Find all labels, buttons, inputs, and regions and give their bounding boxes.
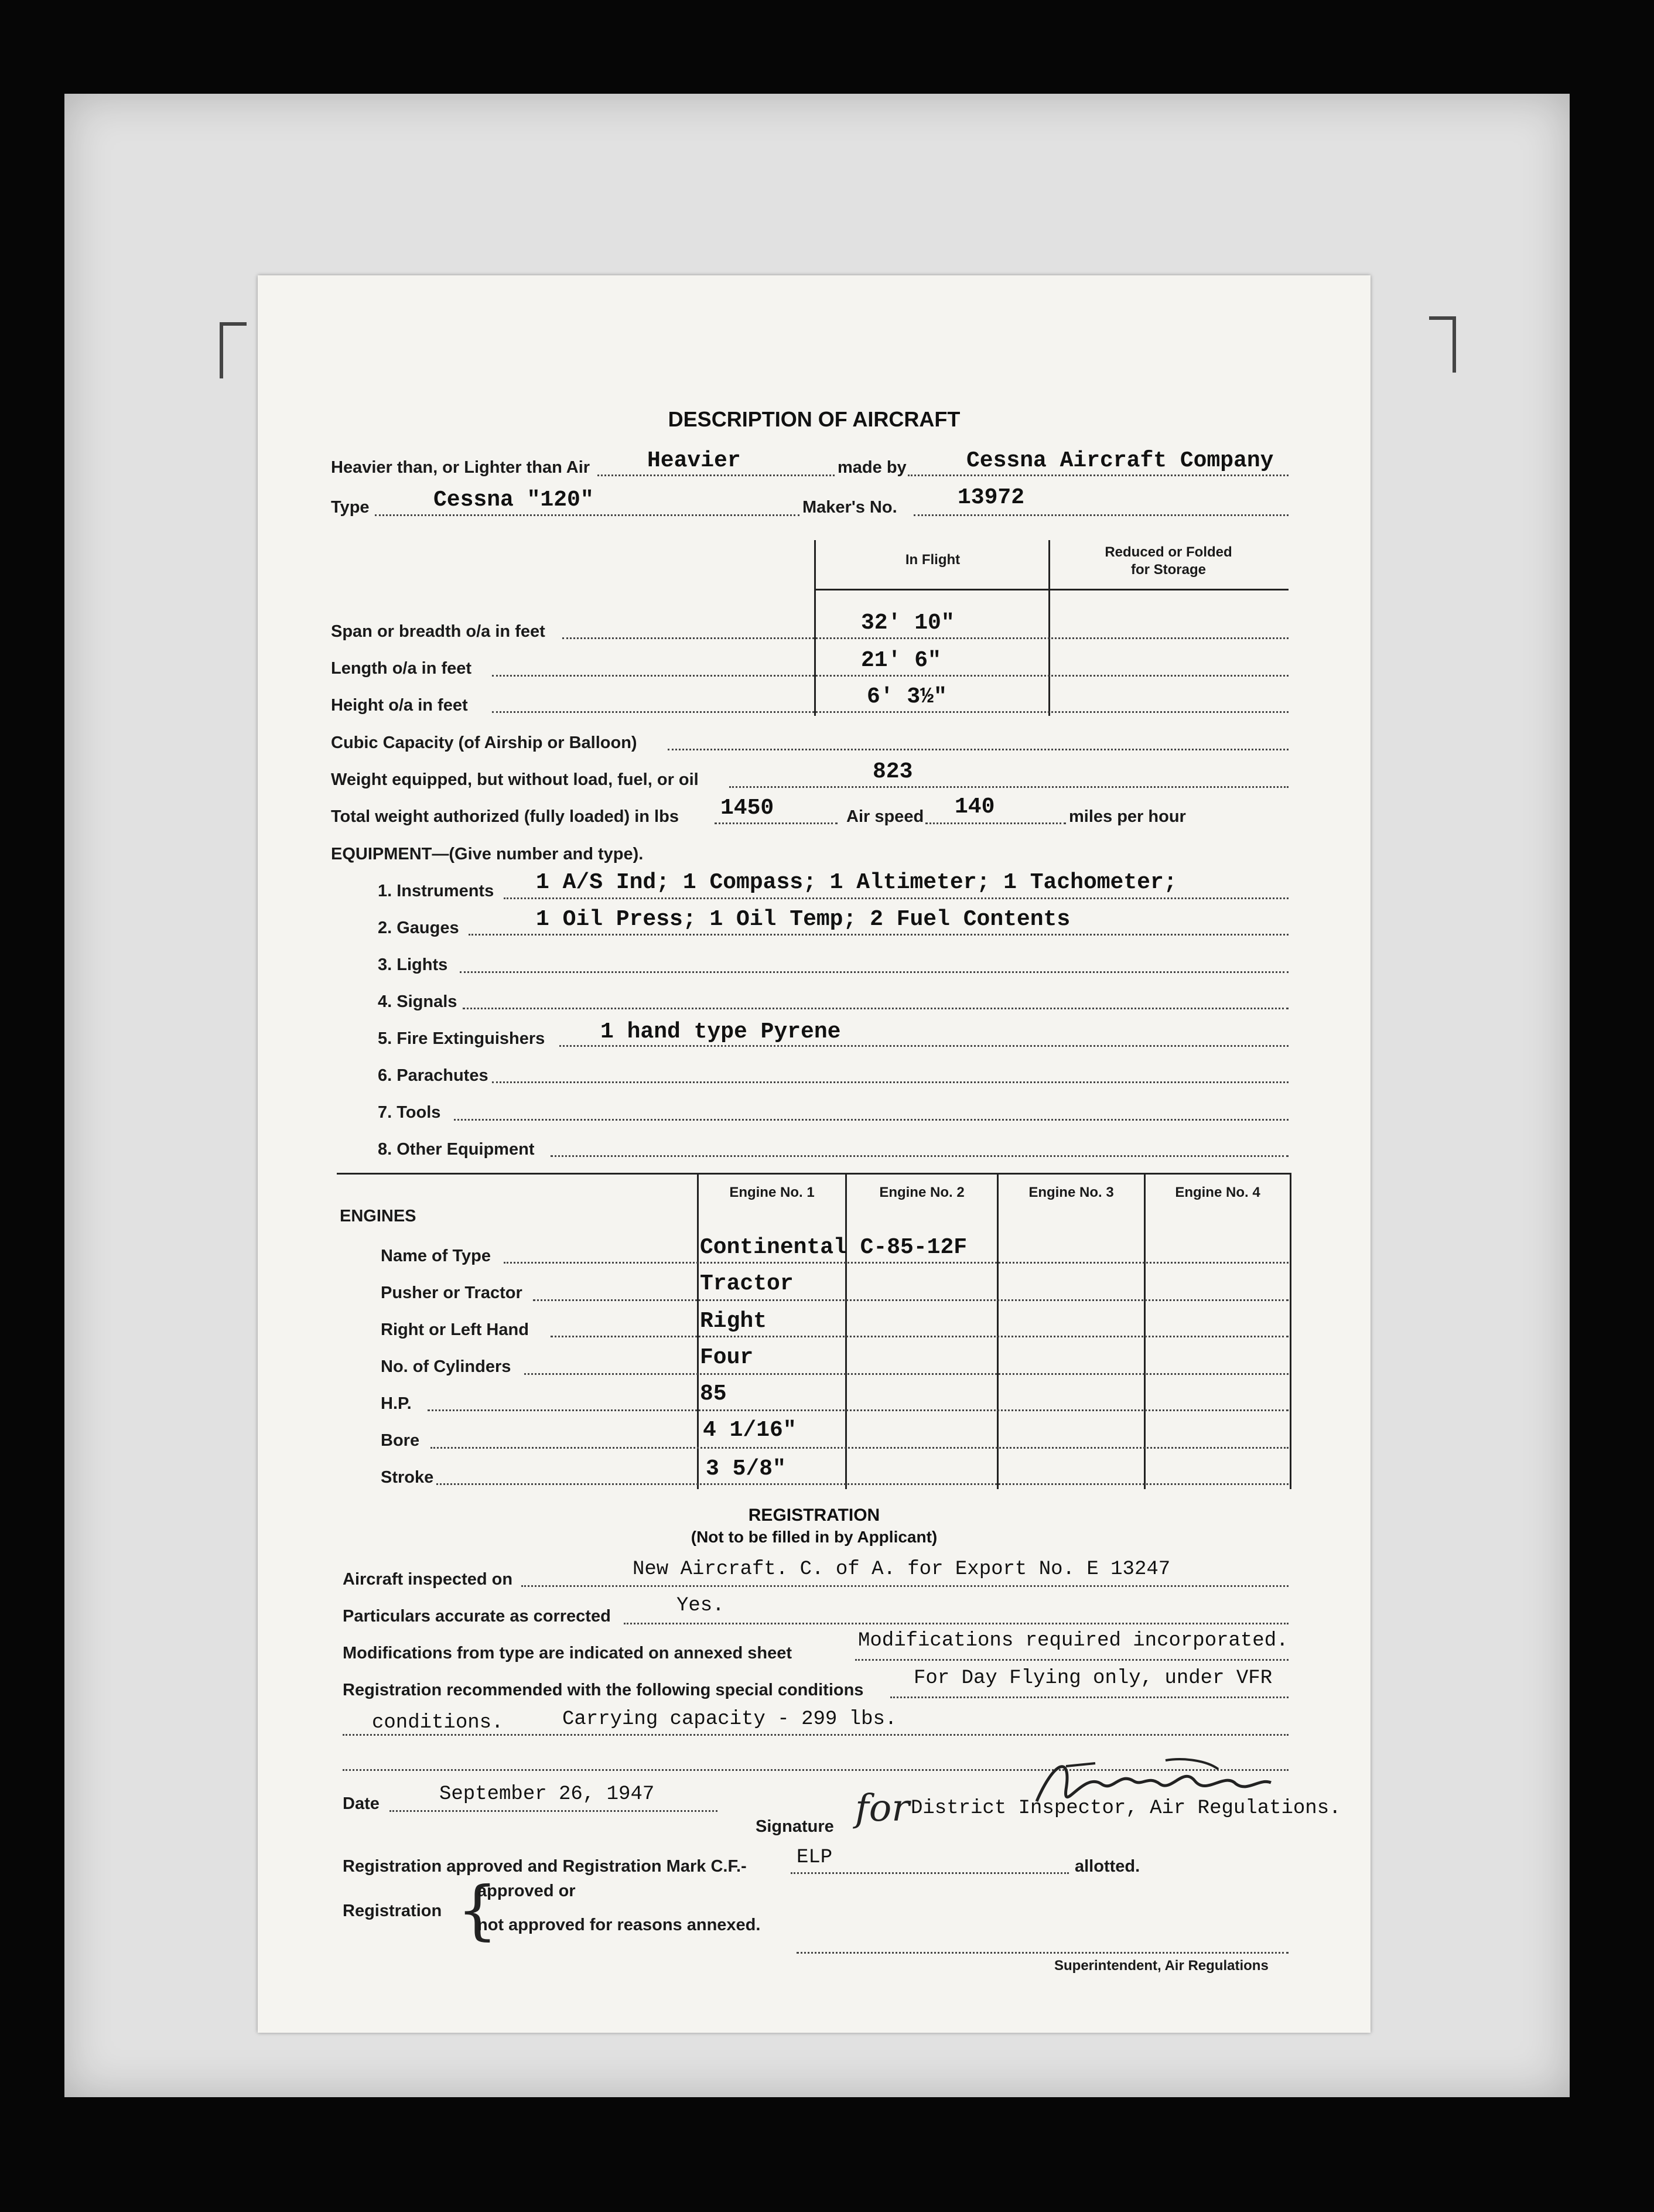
equipment-line-6 [492,1081,1289,1083]
engine-value-cylinders: Four [700,1345,754,1370]
height-value: 6' 3½" [867,684,947,709]
heavier-value: Heavier [647,448,741,473]
recommended-label: Registration recommended with the following special conditions [343,1681,864,1699]
made-by-line [908,475,1289,476]
equipment-label-4: 4. Signals [378,992,457,1011]
engine-value-hp: 85 [700,1381,727,1407]
equipment-heading: EQUIPMENT—(Give number and type). [331,845,644,863]
cubic-capacity-label: Cubic Capacity (of Airship or Balloon) [331,733,637,752]
carrying-capacity-value: Carrying capacity - 299 lbs. [562,1708,897,1730]
engine-col-2: Engine No. 2 [879,1184,965,1200]
span-label: Span or breadth o/a in feet [331,622,545,641]
particulars-label: Particulars accurate as corrected [343,1607,611,1626]
equipment-line-8 [551,1155,1289,1157]
engine-label-hand: Right or Left Hand [381,1320,529,1339]
engine-col-rule-5 [1290,1173,1291,1489]
height-line [492,711,1289,713]
equipment-line-2 [469,934,1289,936]
equipment-line-3 [460,971,1289,973]
equipment-label-6: 6. Parachutes [378,1066,488,1085]
superintendent-label: Superintendent, Air Regulations [1054,1958,1269,1974]
height-label: Height o/a in feet [331,696,468,715]
engine-line-hand [551,1336,1289,1337]
engine-value-pusher: Tractor [700,1271,794,1296]
engine-label-stroke: Stroke [381,1468,434,1487]
made-by-label: made by [838,458,907,477]
inspected-value: New Aircraft. C. of A. for Export No. E 13247 [633,1558,1171,1581]
engines-heading: ENGINES [340,1207,416,1226]
heavier-line [597,475,835,476]
engine-line-bore [430,1447,1289,1449]
equipment-value-2: 1 Oil Press; 1 Oil Temp; 2 Fuel Contents [536,907,1071,932]
dim-col-rule-2 [1048,540,1050,716]
type-line [375,514,799,516]
cubic-line [668,749,1289,750]
makers-no-value: 13972 [958,485,1025,510]
dim-col-rule-1 [814,540,816,716]
equipment-line-7 [454,1119,1289,1121]
equipment-label-3: 3. Lights [378,955,448,974]
length-value: 21' 6" [861,648,941,673]
modifications-value: Modifications required incorporated. [858,1630,1289,1652]
engine-value-stroke: 3 5/8" [706,1456,786,1482]
engine-line-stroke [436,1483,1289,1485]
dim-header-rule [814,589,1289,590]
modifications-line [855,1659,1289,1661]
approved-label: Registration approved and Registration Mark C.F.- [343,1857,747,1876]
weight-equipped-value: 823 [873,759,913,784]
equipment-label-5: 5. Fire Extinguishers [378,1029,545,1048]
weight-equipped-label: Weight equipped, but without load, fuel, or oil [331,770,699,789]
conditions-line [343,1734,1289,1736]
made-by-value: Cessna Aircraft Company [966,448,1274,473]
type-value: Cessna "120" [433,487,594,513]
engine-col-1: Engine No. 1 [729,1184,815,1200]
col-storage: Reduced or Folded for Storage [1105,544,1232,578]
col-in-flight: In Flight [905,552,961,568]
engine-label-hp: H.P. [381,1394,412,1413]
superintendent-line [797,1952,1289,1954]
air-speed-line [925,822,1066,824]
engine-col-3: Engine No. 3 [1028,1184,1114,1200]
heavier-label: Heavier than, or Lighter than Air [331,458,590,477]
air-speed-value: 140 [955,794,995,820]
modifications-label: Modifications from type are indicated on annexed sheet [343,1644,792,1663]
engine-line-cylinders [524,1373,1289,1375]
approved-or-label: approved or [477,1882,576,1900]
makers-no-line [914,514,1289,516]
recommended-value: For Day Flying only, under VFR [914,1667,1273,1689]
engine-col-rule-2 [845,1173,847,1489]
total-weight-label: Total weight authorized (fully loaded) in lbs [331,807,679,826]
signature-title: District Inspector, Air Regulations. [911,1797,1341,1820]
engine-line-pusher [533,1299,1289,1301]
engine-value-type: Continental C-85-12F [700,1235,968,1260]
engine-label-bore: Bore [381,1431,420,1450]
engine-col-rule-4 [1144,1173,1146,1489]
aircraft-description-form [258,275,1371,2033]
not-approved-label: not approved for reasons annexed. [477,1916,761,1934]
particulars-value: Yes. [676,1595,725,1617]
engine-value-bore: 4 1/16" [703,1418,797,1443]
engine-label-type: Name of Type [381,1247,491,1265]
registration-label: Registration [343,1902,442,1920]
makers-no-label: Maker's No. [802,498,897,517]
approved-line [791,1872,1069,1874]
total-weight-value: 1450 [720,796,774,821]
conditions-value: conditions. [372,1712,504,1734]
equipment-label-2: 2. Gauges [378,919,459,937]
date-label: Date [343,1794,380,1813]
total-weight-line [715,822,838,824]
length-label: Length o/a in feet [331,659,472,678]
registration-brace: { [457,1872,498,1947]
inspected-label: Aircraft inspected on [343,1570,513,1589]
registration-heading: REGISTRATION [748,1506,880,1525]
engine-col-rule-3 [997,1173,999,1489]
allotted-label: allotted. [1075,1857,1140,1876]
air-speed-label: Air speed [846,807,924,826]
crop-mark-top-left [220,322,247,378]
type-label: Type [331,498,370,517]
date-line [389,1810,717,1812]
recommended-line [890,1696,1289,1698]
engine-col-4: Engine No. 4 [1175,1184,1260,1200]
equipment-line-5 [559,1045,1289,1047]
mph-label: miles per hour [1069,807,1186,826]
equipment-value-1: 1 A/S Ind; 1 Compass; 1 Altimeter; 1 Tachometer; [536,870,1177,895]
crop-mark-top-right [1429,316,1456,373]
date-value: September 26, 1947 [439,1783,655,1805]
engine-label-cylinders: No. of Cylinders [381,1357,511,1376]
engine-label-pusher: Pusher or Tractor [381,1283,522,1302]
engine-value-hand: Right [700,1309,767,1334]
span-line [562,637,1289,639]
inspected-line [521,1585,1289,1587]
equipment-line-4 [463,1008,1289,1009]
engines-top-rule [337,1173,1291,1175]
approved-mark: ELP [797,1846,833,1869]
engine-line-type [504,1262,1289,1264]
form-title: DESCRIPTION OF AIRCRAFT [668,407,961,431]
equipment-label-1: 1. Instruments [378,882,494,900]
equipment-label-8: 8. Other Equipment [378,1140,535,1159]
equipment-value-5: 1 hand type Pyrene [600,1019,841,1044]
length-line [492,675,1289,677]
registration-subheading: (Not to be filled in by Applicant) [691,1528,938,1546]
particulars-line [624,1623,1289,1624]
equipment-line-1 [504,897,1289,899]
signature-prefix: for [855,1787,910,1830]
weight-equipped-line [729,786,1289,788]
engine-col-rule-1 [697,1173,699,1489]
engine-line-hp [428,1409,1289,1411]
equipment-label-7: 7. Tools [378,1103,441,1122]
span-value: 32' 10" [861,610,955,636]
signature-label: Signature [756,1817,834,1836]
